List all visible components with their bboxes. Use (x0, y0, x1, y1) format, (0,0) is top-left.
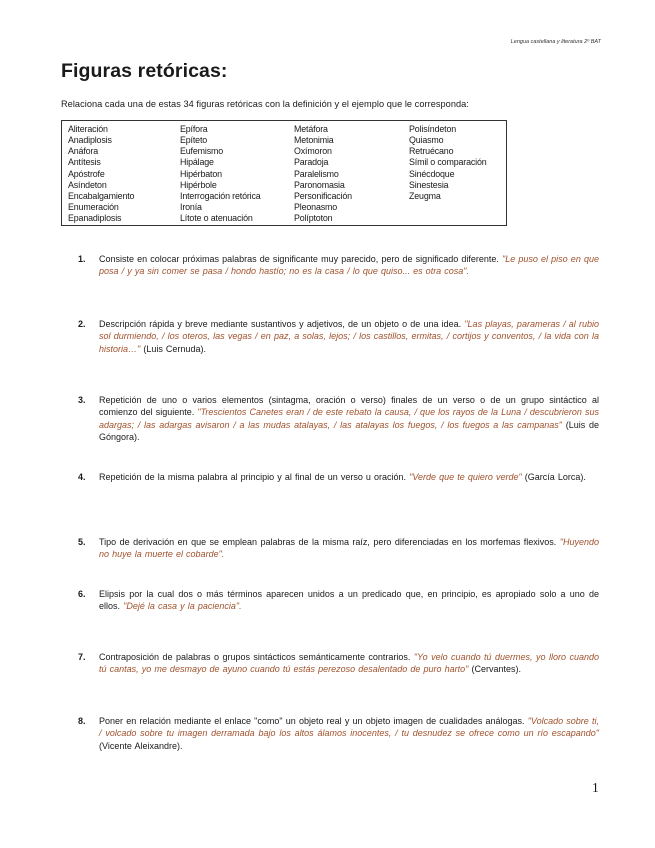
item-example: "Dejé la casa y la paciencia". (123, 601, 242, 612)
figure-term: Paronomasia (294, 179, 345, 190)
item-definition: Tipo de derivación en que se emplean palabras de la misma raíz, pero diferenciadas en los morfemas flexivos. (99, 537, 560, 547)
item-definition: Consiste en colocar próximas palabras de significante muy parecido, pero de significado diferente. (99, 254, 503, 264)
figure-term: Aliteración (68, 124, 108, 134)
item-definition: Poner en relación mediante el enlace "como" un objeto real y un objeto imagen de cualidades análogas. (99, 716, 528, 726)
intro-instructions: Relaciona cada una de estas 34 figuras retóricas con la definición y el ejemplo que le corresponda: (61, 99, 469, 109)
item-example: "Verde que te quiero verde" (409, 472, 522, 482)
exercise-item-4 (78, 471, 599, 483)
figure-term: Quiasmo (409, 135, 444, 146)
item-definition: Repetición de uno o varios elementos (sintagma, oración o verso) finales de un verso o de un grupo sintáctico al comienzo del siguiente. (99, 395, 599, 418)
figures-list-box (61, 120, 507, 226)
figure-term: Sinestesia (409, 179, 449, 190)
page-title: Figuras retóricas: (61, 60, 228, 82)
item-definition: Elipsis por la cual dos o más términos aparecen unidos a un predicado que, en principio, es apropiado solo a uno de ellos. (99, 589, 599, 612)
exercise-item-1 (78, 253, 599, 278)
item-example: "Le puso el piso en que posa / y ya sin comer se pasa / hondo hastío; no es la casa / lo que quiso... es otra cosa". (99, 254, 599, 277)
figure-term: Encabalgamiento (68, 190, 135, 201)
item-author: (Luis de Góngora). (99, 419, 599, 443)
figure-term: Antítesis (68, 157, 101, 168)
exercise-item-6 (78, 588, 599, 613)
figures-column-3 (294, 124, 352, 224)
figure-term: Eufemismo (180, 146, 224, 157)
item-number: 7. (78, 652, 86, 662)
figure-term: Interrogación retórica (180, 190, 261, 201)
item-example: "Volcado sobre ti, / volcado sobre tu imagen derramada bajo los altos álamos inocentes, / tu desnudez se ofrece como un río escapando" (99, 716, 599, 739)
figure-term: Polisíndeton (409, 124, 457, 134)
exercise-item-2 (78, 318, 599, 355)
item-number: 6. (78, 589, 86, 599)
figure-term: Ironía (180, 202, 202, 213)
item-definition: Descripción rápida y breve mediante sustantivos y adjetivos, de un objeto o de una idea. (99, 319, 465, 329)
figure-term: Anadiplosis (68, 135, 112, 146)
exercise-item-8 (78, 715, 599, 752)
figures-column-2 (180, 124, 261, 224)
figure-term: Enumeración (68, 202, 119, 213)
figure-term: Apóstrofe (68, 168, 105, 179)
figure-term: Oxímoron (294, 146, 332, 157)
item-example: "Las playas, parameras / al rubio sol durmiendo, / los oteros, las vegas / en paz, a solas, lejos; / los castillos, ermitas, / cortijos y conventos, / la vida con la historia…" (99, 319, 599, 354)
figures-column-1 (68, 124, 134, 224)
figure-term: Símil o comparación (409, 157, 487, 168)
figure-term: Lítote o atenuación (180, 213, 253, 224)
item-number: 8. (78, 716, 86, 726)
header-note: Lengua castellana y literatura 2º BAT (510, 39, 601, 45)
exercise-item-3 (78, 394, 599, 444)
figure-term: Anáfora (68, 146, 99, 157)
exercise-item-7 (78, 651, 599, 676)
figures-column-4 (409, 124, 487, 202)
figure-term: Epífora (180, 124, 208, 134)
item-example: "Huyendo no huye la muerte el cobarde". (99, 537, 599, 560)
item-author: (Luis Cernuda). (140, 343, 206, 354)
item-number: 3. (78, 395, 86, 405)
figure-term: Personificación (294, 190, 352, 201)
figure-term: Sinécdoque (409, 168, 455, 179)
item-author: (Vicente Aleixandre). (99, 740, 183, 751)
figure-term: Metonimia (294, 135, 334, 146)
item-author: (Cervantes). (468, 664, 521, 675)
figure-term: Retruécano (409, 146, 454, 157)
figure-term: Epíteto (180, 135, 208, 146)
item-example: "Yo velo cuando tú duermes, yo lloro cuando tú cantas, yo me desmayo de ayuno cuando tú estás perezoso desalentado de puro harto" (99, 652, 599, 675)
item-definition: Repetición de la misma palabra al principio y al final de un verso u oración. (99, 472, 410, 482)
item-author: (García Lorca). (521, 472, 586, 482)
exercise-item-5 (78, 536, 599, 561)
figure-term: Hipérbaton (180, 168, 222, 179)
figure-term: Paradoja (294, 157, 329, 168)
item-number: 4. (78, 472, 86, 482)
figure-term: Hipálage (180, 157, 214, 168)
item-number: 5. (78, 537, 86, 547)
page-number: 1 (592, 780, 599, 795)
figure-term: Epanadiplosis (68, 213, 122, 224)
figure-term: Asíndeton (68, 179, 107, 190)
item-definition: Contraposición de palabras o grupos sintácticos semánticamente contrarios. (99, 652, 414, 662)
figure-term: Políptoton (294, 213, 333, 224)
figure-term: Pleonasmo (294, 202, 338, 213)
item-number: 2. (78, 319, 86, 329)
figure-term: Hipérbole (180, 179, 217, 190)
item-example: "Trescientos Canetes eran / de este rebato la causa, / que los rayos de la Luna / descubrieron sus adargas; / las adargas avisaron / a las mudas atalayas, / las atalayas los fuegos, / los fuegos a las campanas" (99, 407, 599, 430)
figure-term: Zeugma (409, 190, 441, 201)
item-number: 1. (78, 254, 86, 264)
figure-term: Paralelismo (294, 168, 339, 179)
figure-term: Metáfora (294, 124, 328, 134)
